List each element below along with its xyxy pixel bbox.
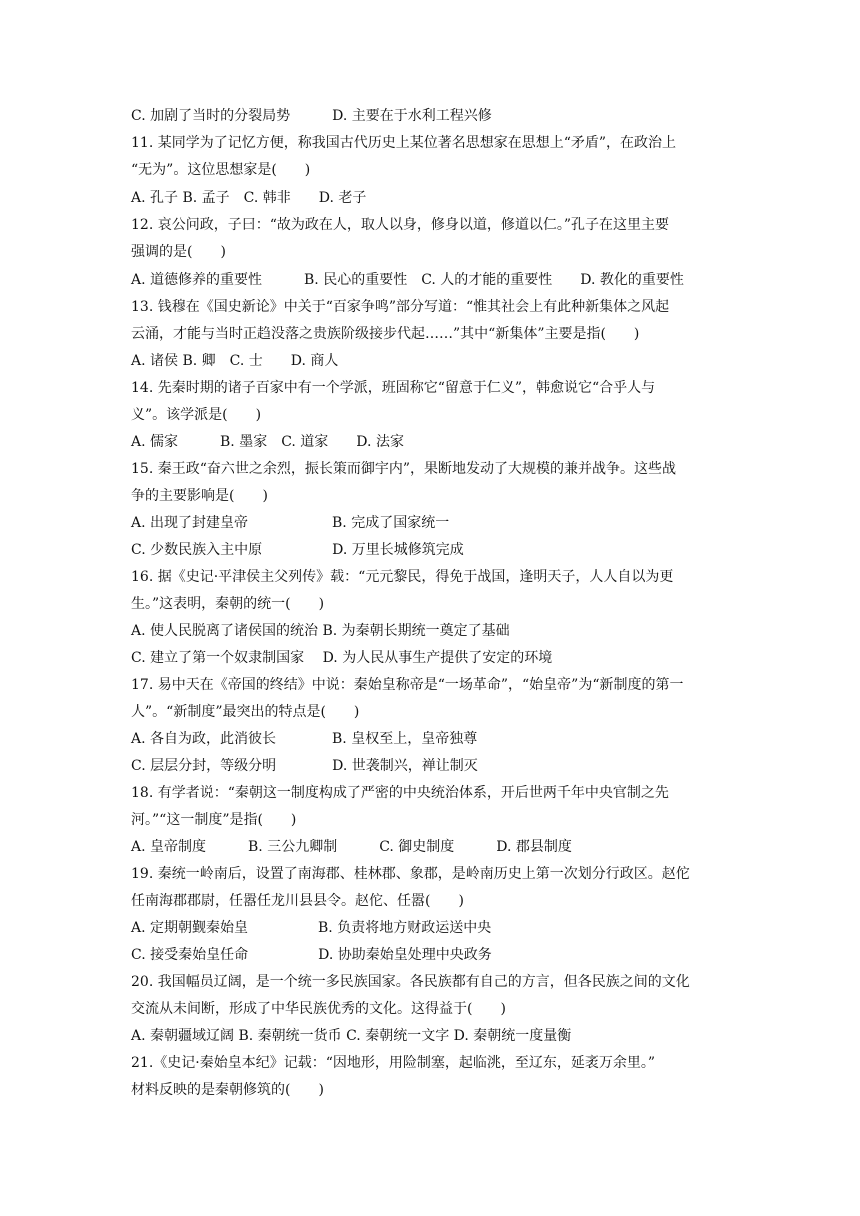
option-line-10: C. 加剧了当时的分裂局势 D. 主要在于水利工程兴修 xyxy=(131,108,492,124)
question-20-line-2: 交流从未间断，形成了中华民族优秀的文化。这得益于( ) xyxy=(131,1001,506,1017)
question-14-line-1: 14. 先秦时期的诸子百家中有一个学派，班固称它“留意于仁义”，韩愈说它“合乎人与 xyxy=(131,380,656,396)
question-19-line-1: 19. 秦统一岭南后，设置了南海郡、桂林郡、象郡，是岭南历史上第一次划分行政区。赵佗 xyxy=(131,866,690,882)
question-20-line-1: 20. 我国幅员辽阔，是一个统一多民族国家。各民族都有自己的方言，但各民族之间的文化 xyxy=(131,974,690,990)
question-14-line-2: 义”。该学派是( ) xyxy=(131,407,262,423)
options-20: A. 秦朝疆域辽阔 B. 秦朝统一货币 C. 秦朝统一文字 D. 秦朝统一度量衡 xyxy=(131,1028,572,1044)
options-15-ab: A. 出现了封建皇帝 B. 完成了国家统一 xyxy=(131,515,450,531)
options-15-cd: C. 少数民族入主中原 D. 万里长城修筑完成 xyxy=(131,542,464,558)
question-21-line-1: 21.《史记·秦始皇本纪》记载：“因地形，用险制塞，起临洮，至辽东，延袤万余里。” xyxy=(131,1055,656,1071)
options-17-cd: C. 层层分封，等级分明 D. 世袭制兴，禅让制灭 xyxy=(131,758,478,774)
question-11-line-1: 11. 某同学为了记忆方便，称我国古代历史上某位著名思想家在思想上“矛盾”，在政治上 xyxy=(131,135,677,151)
options-17-ab: A. 各自为政，此消彼长 B. 皇权至上，皇帝独尊 xyxy=(131,731,478,747)
options-16-ab: A. 使人民脱离了诸侯国的统治 B. 为秦朝长期统一奠定了基础 xyxy=(131,623,510,639)
question-16-line-2: 生。”这表明，秦朝的统一( ) xyxy=(131,596,325,612)
options-14: A. 儒家 B. 墨家 C. 道家 D. 法家 xyxy=(131,434,404,450)
question-18-line-2: 河。”“这一制度”是指( ) xyxy=(131,812,297,828)
question-12-line-1: 12. 哀公问政，子曰：“故为政在人，取人以身，修身以道，修道以仁。”孔子在这里主要 xyxy=(131,217,670,233)
question-12-line-2: 强调的是( ) xyxy=(131,244,226,260)
options-12: A. 道德修养的重要性 B. 民心的重要性 C. 人的才能的重要性 D. 教化的重要性 xyxy=(131,272,684,288)
options-11: A. 孔子 B. 孟子 C. 韩非 D. 老子 xyxy=(131,190,367,206)
options-16-cd: C. 建立了第一个奴隶制国家 D. 为人民从事生产提供了安定的环境 xyxy=(131,650,553,666)
options-13: A. 诸侯 B. 卿 C. 士 D. 商人 xyxy=(131,353,339,369)
question-13-line-1: 13. 钱穆在《国史新论》中关于“百家争鸣”部分写道：“惟其社会上有此种新集体之风起 xyxy=(131,299,670,315)
options-19-cd: C. 接受秦始皇任命 D. 协助秦始皇处理中央政务 xyxy=(131,947,492,963)
question-11-line-2: “无为”。这位思想家是( ) xyxy=(131,162,311,178)
question-16-line-1: 16. 据《史记·平津侯主父列传》载：“元元黎民，得免于战国，逢明天子，人人自以为更 xyxy=(131,569,674,585)
options-19-ab: A. 定期朝觐秦始皇 B. 负责将地方财政运送中央 xyxy=(131,920,492,936)
question-13-line-2: 云涌，才能与当时正趋没落之贵族阶级接步代起……”其中“新集体”主要是指( ) xyxy=(131,326,640,342)
question-17-line-1: 17. 易中天在《帝国的终结》中说：秦始皇称帝是“一场革命”，“始皇帝”为“新制度的第一 xyxy=(131,677,684,693)
question-17-line-2: 人”。“新制度”最突出的特点是( ) xyxy=(131,704,360,720)
question-21-line-2: 材料反映的是秦朝修筑的( ) xyxy=(131,1082,324,1098)
question-18-line-1: 18. 有学者说：“秦朝这一制度构成了严密的中央统治体系，开后世两千年中央官制之先 xyxy=(131,785,669,801)
options-18: A. 皇帝制度 B. 三公九卿制 C. 御史制度 D. 郡县制度 xyxy=(131,839,572,855)
question-19-line-2: 任南海郡郡尉，任嚣任龙川县县令。赵佗、任嚣( ) xyxy=(131,893,464,909)
question-15-line-2: 争的主要影响是( ) xyxy=(131,488,268,504)
question-15-line-1: 15. 秦王政“奋六世之余烈，振长策而御宇内”，果断地发动了大规模的兼并战争。这些战 xyxy=(131,461,677,477)
